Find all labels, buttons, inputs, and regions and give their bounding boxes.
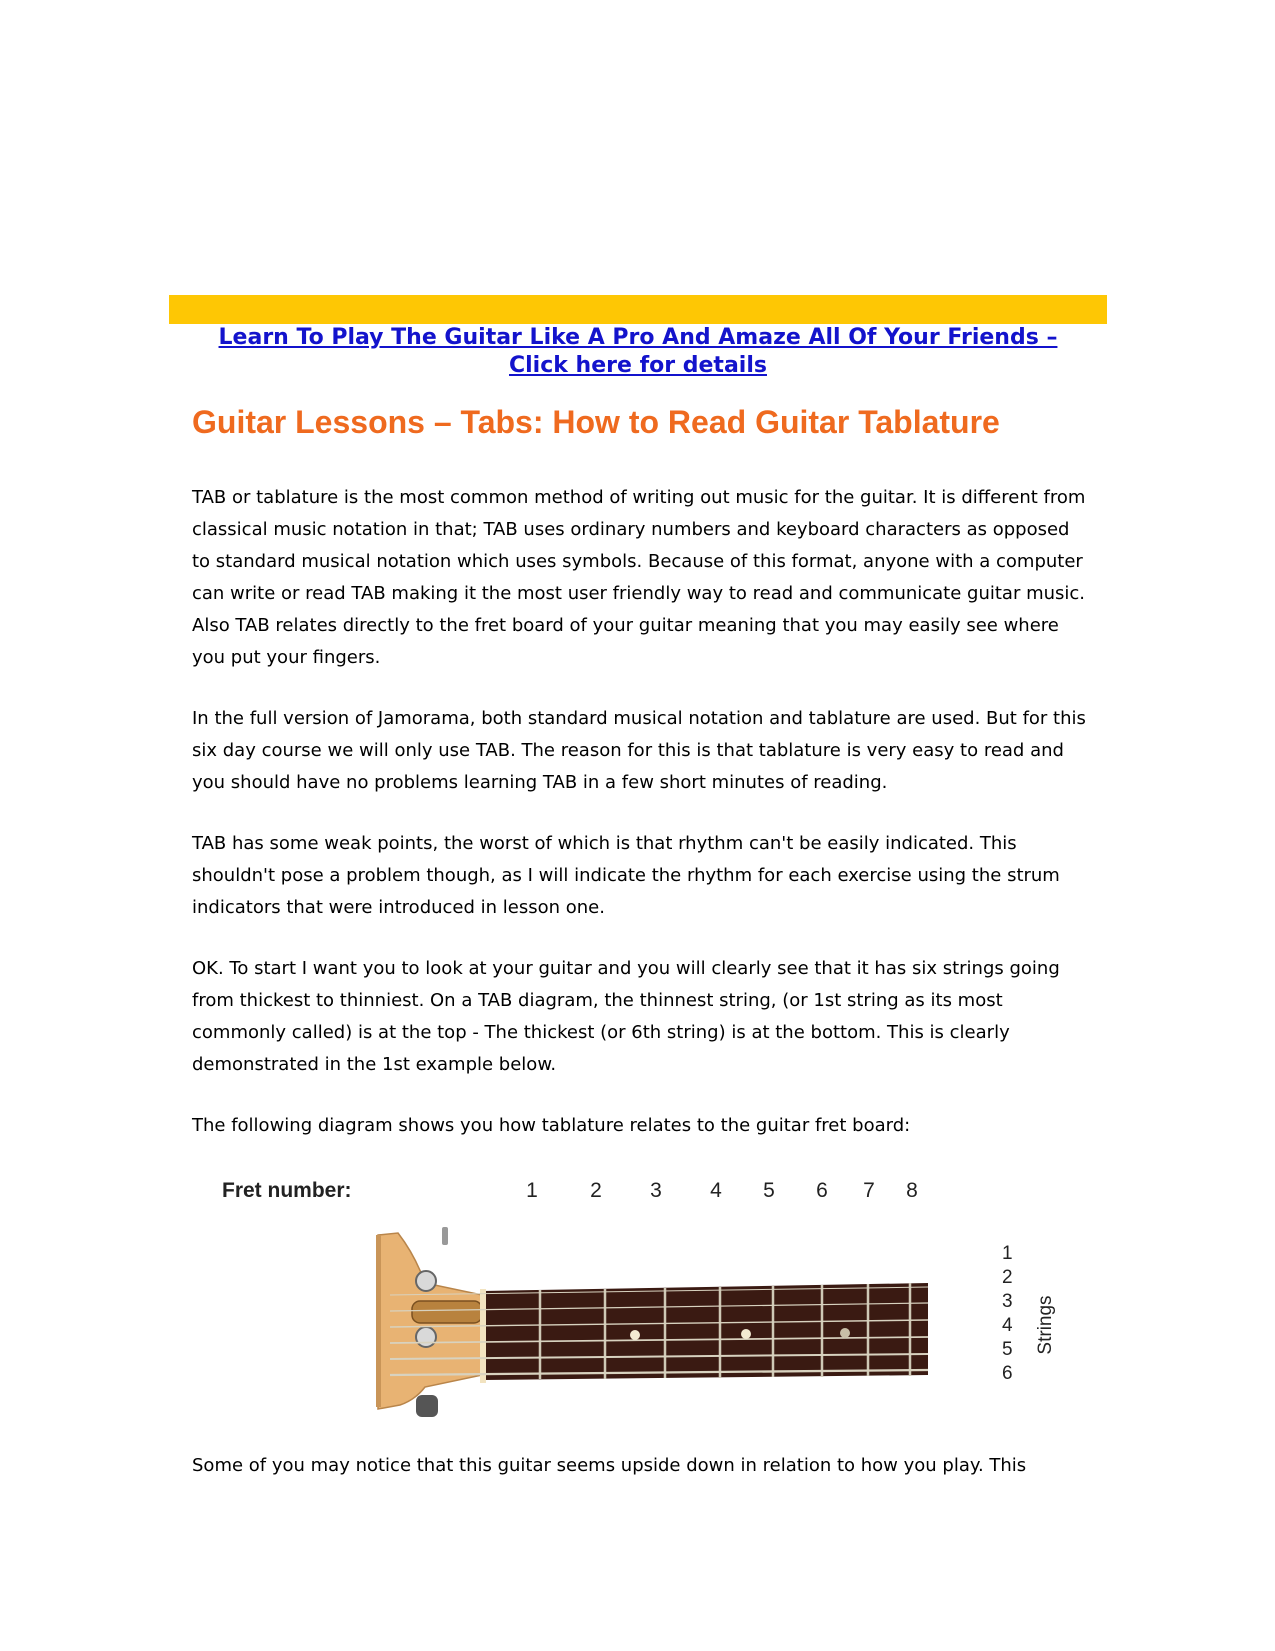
fret-number: 3 <box>650 1179 662 1202</box>
tuner-button-icon <box>416 1395 438 1417</box>
paragraph-2: In the full version of Jamorama, both standard musical notation and tablature are used. But for this six day course we will only use TAB. The reason for this is that tablature is very easy to read and you should have no problems learning TAB in a few short minutes of reading. <box>192 708 1086 793</box>
string-number: 5 <box>1002 1339 1013 1360</box>
fret-number: 8 <box>906 1179 918 1202</box>
fret-marker-icon <box>630 1330 640 1340</box>
tuner-button-icon <box>442 1227 448 1245</box>
string-number: 3 <box>1002 1291 1013 1312</box>
fret-number: 4 <box>710 1179 722 1202</box>
fret-marker-icon <box>741 1329 751 1339</box>
promo-link-block <box>169 324 1107 380</box>
tuning-peg-icon <box>416 1271 436 1291</box>
fretboard <box>483 1283 928 1380</box>
string-number: 6 <box>1002 1363 1013 1384</box>
strings-axis-label: Strings <box>1035 1295 1056 1355</box>
fret-number: 1 <box>526 1179 538 1202</box>
fret-number: 2 <box>590 1179 602 1202</box>
promo-line-1: Learn To Play The Guitar Like A Pro And Amaze All Of Your Friends – <box>218 325 1058 350</box>
string-number: 2 <box>1002 1267 1013 1288</box>
nut <box>480 1289 486 1383</box>
fret-number: 7 <box>863 1179 875 1202</box>
fret-number: 6 <box>816 1179 828 1202</box>
fret-marker-icon <box>840 1328 850 1338</box>
paragraph-6: Some of you may notice that this guitar seems upside down in relation to how you play. This <box>192 1455 1027 1476</box>
fret-number-label: Fret number: <box>222 1179 352 1202</box>
guitar-tab-diagram <box>190 1165 1090 1425</box>
paragraph-4: OK. To start I want you to look at your guitar and you will clearly see that it has six strings going from thickest to thinniest. On a TAB diagram, the thinnest string, (or 1st string as its most commonly called) is at the top - The thickest (or 6th string) is at the bottom. This is clearly demonstrated in the 1st example below. <box>192 958 1060 1075</box>
tuning-peg-icon <box>416 1327 436 1347</box>
promo-line-2: Click here for details <box>509 353 767 378</box>
paragraph-1: TAB or tablature is the most common method of writing out music for the guitar. It is different from classical music notation in that; TAB uses ordinary numbers and keyboard characters as opposed to standard musical notation which uses symbols. Because of this format, anyone with a computer can write or read TAB making it the most user friendly way to read and communicate guitar music. Also TAB relates directly to the fret board of your guitar meaning that you may easily see where you put your fingers. <box>192 487 1086 668</box>
string-number: 1 <box>1002 1243 1013 1264</box>
banner-bar <box>169 295 1107 324</box>
page-title: Guitar Lessons – Tabs: How to Read Guitar Tablature <box>192 404 1000 440</box>
headstock-edge <box>376 1235 381 1407</box>
fretboard-illustration <box>190 1165 1090 1425</box>
string-number: 4 <box>1002 1315 1013 1336</box>
paragraph-5: The following diagram shows you how tablature relates to the guitar fret board: <box>192 1115 911 1136</box>
paragraph-3: TAB has some weak points, the worst of which is that rhythm can't be easily indicated. This shouldn't pose a problem though, as I will indicate the rhythm for each exercise using the strum indicators that were introduced in lesson one. <box>192 833 1060 918</box>
string-plate <box>412 1301 482 1323</box>
promo-link[interactable] <box>219 325 1058 378</box>
fret-number: 5 <box>763 1179 775 1202</box>
